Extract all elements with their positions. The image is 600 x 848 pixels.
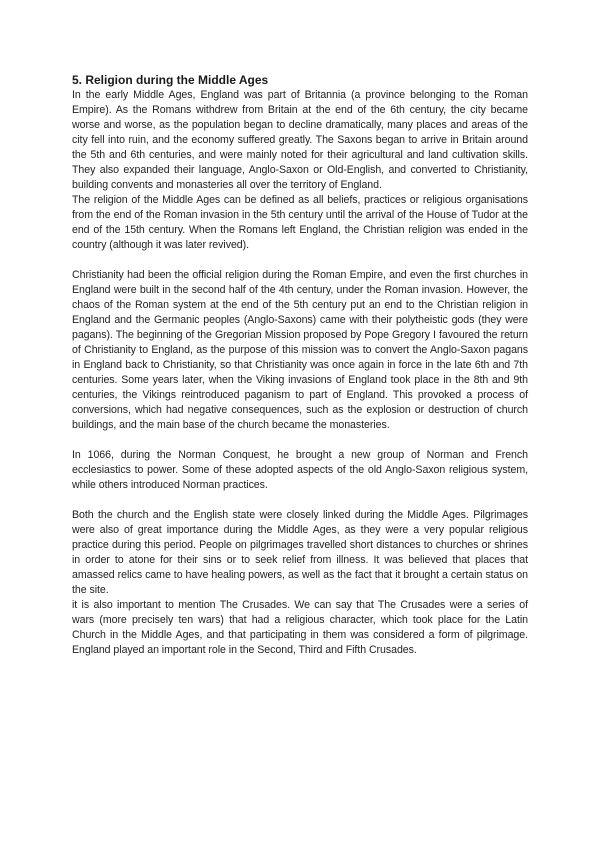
paragraph-christianity: Christianity had been the official religion during the Roman Empire, and even the first churches in England were built in the second half of the 4th century, under the Roman invasion. However, the chaos of the Roman system at the end of the 5th century put an end to the Christian religion in England and the Germanic peoples (Anglo-Saxons) came with their polytheistic gods (they were pagans). The beginning of the Gregorian Mission proposed by Pope Gregory I favoured the return of Christianity to England, as the purpose of this mission was to convert the Anglo-Saxon pagans in England back to Christianity, so that Christianity was once again in force in the late 6th and 7th centuries. Some years later, when the Viking invasions of England took place in the 8th and 9th centuries, the Vikings reintroduced paganism to part of England. This provoked a process of conversions, which had negative consequences, such as the explosion or destruction of church buildings, and the main base of the church became the monasteries. bbox=[72, 269, 528, 432]
paragraph-spacer bbox=[72, 493, 528, 508]
section-heading: 5. Religion during the Middle Ages bbox=[72, 73, 269, 87]
paragraph-spacer bbox=[72, 434, 528, 449]
paragraph-crusades: it is also important to mention The Crusades. We can say that The Crusades were a series of wars (more precisely ten wars) that had a religious character, which took place for the Latin Church in the Middle Ages, and that participating in them was considered a form of pilgrimage. England played an important role in the Second, Third and Fifth Crusades. bbox=[72, 598, 528, 657]
paragraph-norman-conquest: In 1066, during the Norman Conquest, he brought a new group of Norman and French ecclesiastics to power. Some of these adopted aspects of the old Anglo-Saxon religious system, while others introduced Norman practices. bbox=[72, 449, 528, 492]
paragraph-spacer bbox=[72, 254, 528, 269]
document-body bbox=[72, 72, 528, 658]
paragraph-pilgrimages: Both the church and the English state were closely linked during the Middle Ages. Pilgrimages were also of great importance during the Middle Ages, as they were a very popular religious practice during this period. People on pilgrimages travelled short distances to churches or shrines in order to atone for their sins or to seek relief from illness. It was believed that places that amassed relics came to have healing powers, as well as the fact that it brought a certain status on the site. bbox=[72, 508, 528, 596]
paragraph-early-middle-ages: In the early Middle Ages, England was part of Britannia (a province belonging to the Roman Empire). As the Romans withdrew from Britain at the end of the 6th century, the city became worse and worse, as the population began to decline dramatically, many places and areas of the city fell into ruin, and the economy suffered greatly. The Saxons began to arrive in Britain around the 5th and 6th centuries, and were mainly noted for their agricultural and land cultivation skills. They also expanded their language, Anglo-Saxon or Old-English, and converted to Christianity, building convents and monasteries all over the territory of England. bbox=[72, 89, 528, 192]
paragraph-religion-definition: The religion of the Middle Ages can be defined as all beliefs, practices or religious organisations from the end of the Roman invasion in the 5th century until the arrival of the House of Tudor at the end of the 15th century. When the Romans left England, the Christian religion was ended in the country (although it was later revived). bbox=[72, 194, 528, 252]
